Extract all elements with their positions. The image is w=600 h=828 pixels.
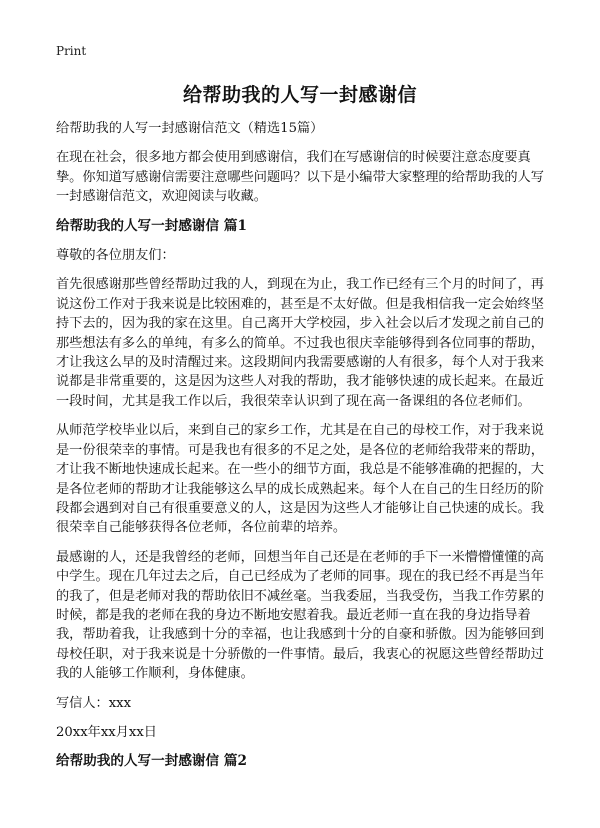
intro-paragraph: 在现在社会，很多地方都会使用到感谢信，我们在写感谢信的时候要注意态度要真挚。你知道写感谢信需要注意哪些问题吗？以下是小编带大家整理的给帮助我的人写一封感谢信范文，欢迎阅读与收藏。 <box>56 150 544 205</box>
print-button[interactable]: Print <box>56 44 87 58</box>
letter-paragraph-1: 首先很感谢那些曾经帮助过我的人，到现在为止，我工作已经有三个月的时间了，再说这份工作对于我来说是比较困难的，甚至是不太好做。但是我相信我一定会始终坚持下去的，因为我的家在这里。自己离开大学校园，步入社会以后才发现之前自己的那些想法有多么的单纯，有多么的简单。不过我也很庆幸能够得到各位同事的帮助，才让我这么早的及时清醒过来。这段期间内我需要感谢的人有很多，每个人对于我来说都是非常重要的，这是因为这些人对我的帮助，我才能够快速的成长起来。在最近一段时间，尤其是我工作以后，我很荣幸认识到了现在高一备课组的各位老师们。 <box>56 277 544 409</box>
document-body <box>56 119 555 782</box>
section-heading-1: 给帮助我的人写一封感谢信 篇1 <box>56 217 247 234</box>
document-subtitle: 给帮助我的人写一封感谢信范文（精选15篇） <box>56 121 324 136</box>
section-heading-2: 给帮助我的人写一封感谢信 篇2 <box>56 753 247 770</box>
letter-greeting: 尊敬的各位朋友们： <box>56 248 175 264</box>
letter-date: 20xx年xx月xx日 <box>56 724 157 740</box>
page-title: 给帮助我的人写一封感谢信 <box>182 84 417 106</box>
letter-signature: 写信人：xxx <box>56 695 132 711</box>
letter-paragraph-2: 从师范学校毕业以后，来到自己的家乡工作，尤其是在自己的母校工作，对于我来说是一份很荣幸的事情。可是我也有很多的不足之处，是各位的老师给我带来的帮助，才让我不断地快速成长起来。在一些小的细节方面，我总是不能够准确的把握的，大是各位老师的帮助才让我能够这么早的成长成熟起来。每个人在自己的生日经历的阶段都会遇到对自己有很重要意义的人，这是因为这些人才能够让自己快速的成长。我很荣幸自己能够获得各位老师，各位前辈的培养。 <box>56 423 544 536</box>
letter-paragraph-3: 最感谢的人，还是我曾经的老师，回想当年自己还是在老师的手下一米懵懵懂懂的高中学生。现在几年过去之后，自己已经成为了老师的同事。现在的我已经不再是当年的我了，但是老师对我的帮助依旧不减丝毫。当我委屈，当我受伤，当我工作劳累的时候，都是我的老师在我的身边不断地安慰着我。最近老师一直在我的身边指导着我，帮助着我，让我感到十分的幸福，也让我感到十分的自豪和骄傲。因为能够回到母校任职，对于我来说是十分骄傲的一件事情。最后，我衷心的祝愿这些曾经帮助过我的人能够工作顺利，身体健康。 <box>56 549 544 682</box>
